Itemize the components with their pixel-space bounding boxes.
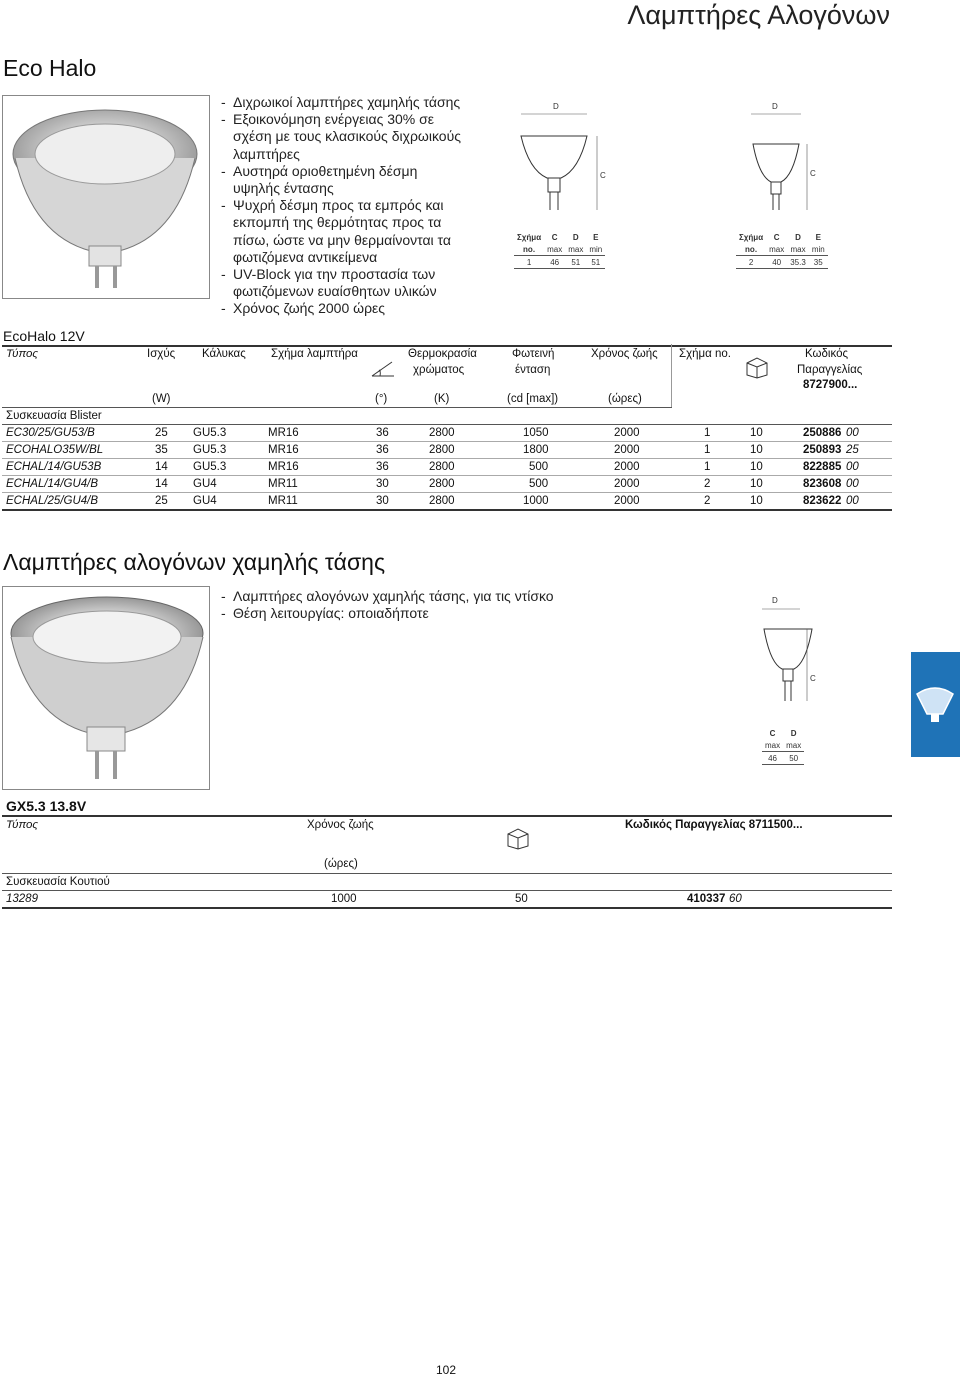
eco-halo-photo: [2, 95, 210, 299]
dim-sub: min: [811, 244, 825, 254]
col-type: Τύπος: [6, 819, 39, 831]
col-cap: Κάλυκας: [202, 348, 246, 360]
dim-sub: max: [547, 244, 563, 254]
dim-sub: no.: [523, 244, 536, 254]
feature-item: - Διχρωικοί λαμπτήρες χαμηλής τάσης: [221, 94, 466, 111]
dim-sub: no.: [745, 244, 758, 254]
beam-angle-icon: [370, 358, 396, 380]
dim-label-d: D: [772, 102, 778, 111]
unit-power: (W): [152, 393, 171, 405]
col-lum-2: ένταση: [515, 364, 551, 376]
dim-val: 51: [591, 257, 601, 267]
section-tab[interactable]: [911, 652, 960, 757]
dimension-table-3: [762, 727, 804, 765]
eco-pack-label: Συσκευασία Blister: [6, 410, 102, 422]
dim-val: 35: [813, 257, 823, 267]
col-temp: Θερμοκρασία: [408, 348, 477, 360]
col-code: Κωδικός: [805, 348, 849, 360]
dim-head: Σχήμα: [739, 232, 764, 242]
unit-life: (ώρες): [608, 393, 642, 405]
dim-val: 50: [789, 753, 799, 763]
dim-head: E: [815, 232, 821, 242]
dimension-drawing-1: [515, 98, 615, 228]
dim-val: 35.3: [790, 257, 806, 267]
dim-label-c: C: [810, 674, 816, 683]
dim-sub: max: [786, 740, 802, 750]
eco-features-list: [221, 94, 466, 318]
dim-label-c: C: [810, 169, 816, 178]
col-shape-no: Σχήμα no.: [679, 348, 731, 360]
unit-life: (ώρες): [324, 858, 358, 870]
feature-item: - UV-Block για την προστασία των φωτιζόμενων ευαίσθητων υλικών: [221, 266, 466, 300]
eco-halo-title: Eco Halo: [3, 55, 97, 81]
dimension-table-1: [514, 231, 605, 269]
col-power: Ισχύς: [147, 348, 176, 360]
dim-val: 1: [526, 257, 532, 267]
col-code-2: Παραγγελίας: [797, 364, 863, 376]
dim-head: D: [790, 728, 797, 738]
dim-val: 51: [571, 257, 581, 267]
col-code-3: 8727900...: [803, 379, 858, 391]
package-box-icon: [505, 826, 531, 850]
dim-label-d: D: [772, 596, 778, 605]
dimension-table-2: [736, 231, 828, 269]
col-shape: Σχήμα λαμπτήρα: [271, 348, 358, 360]
col-code: Κωδικός Παραγγελίας 8711500...: [625, 819, 803, 831]
dimension-drawing-3: [760, 593, 840, 723]
lv-pack-label: Συσκευασία Κουτιού: [6, 876, 110, 888]
dim-sub: min: [589, 244, 603, 254]
dim-head: D: [795, 232, 801, 242]
unit-temp: (K): [434, 393, 450, 405]
dimension-drawing-2: [745, 98, 835, 228]
lamp-tab-icon: [911, 652, 960, 757]
dim-head: Σχήμα: [517, 232, 542, 242]
dim-val: 40: [772, 257, 782, 267]
lv-features-list: [221, 588, 621, 622]
col-life: Χρόνος ζωής: [307, 819, 374, 831]
page-number: 102: [436, 1363, 457, 1377]
col-temp-2: χρώματος: [413, 364, 465, 376]
low-voltage-photo: [2, 586, 210, 790]
dim-val: 2: [748, 257, 754, 267]
feature-item: - Λαμπτήρες αλογόνων χαμηλής τάσης, για τις ντίσκο: [221, 588, 621, 605]
dim-val: 46: [550, 257, 560, 267]
low-voltage-title: Λαμπτήρες αλογόνων χαμηλής τάσης: [3, 549, 386, 575]
dim-val: 46: [768, 753, 778, 763]
lv-group-title: GX5.3 13.8V: [6, 798, 87, 814]
dim-label-d: D: [553, 102, 559, 111]
dim-sub: max: [568, 244, 584, 254]
col-lum: Φωτεινή: [512, 348, 555, 360]
dim-sub: max: [765, 740, 781, 750]
package-box-icon: [744, 355, 770, 379]
dim-label-c: C: [600, 171, 606, 180]
dim-head: D: [572, 232, 579, 242]
unit-lum: (cd [max]): [507, 393, 559, 405]
col-life: Χρόνος ζωής: [591, 348, 658, 360]
dim-head: E: [593, 232, 599, 242]
eco-group-title: EcoHalo 12V: [3, 328, 85, 344]
dim-sub: max: [769, 244, 785, 254]
dim-head: C: [773, 232, 780, 242]
dim-sub: max: [790, 244, 806, 254]
feature-item: - Ψυχρή δέσμη προς τα εμπρός και εκπομπή της θερμότητας προς τα πίσω, ώστε να μην θερμαίνονται τα φωτιζόμενα αντικείμενα: [221, 197, 466, 266]
feature-item: - Χρόνος ζωής 2000 ώρες: [221, 300, 466, 317]
page-title: Λαμπτήρες Αλογόνων: [627, 0, 890, 30]
col-type: Τύπος: [6, 348, 39, 360]
feature-item: - Αυστηρά οριοθετημένη δέσμη υψηλής έντασης: [221, 163, 466, 197]
feature-item: - Θέση λειτουργίας: οποιαδήποτε: [221, 605, 621, 622]
dim-head: C: [769, 728, 776, 738]
dim-head: C: [551, 232, 558, 242]
feature-item: - Εξοικονόμηση ενέργειας 30% σε σχέση με τους κλασικούς διχρωικούς λαμπτήρες: [221, 111, 466, 163]
unit-angle: (°): [375, 393, 388, 405]
